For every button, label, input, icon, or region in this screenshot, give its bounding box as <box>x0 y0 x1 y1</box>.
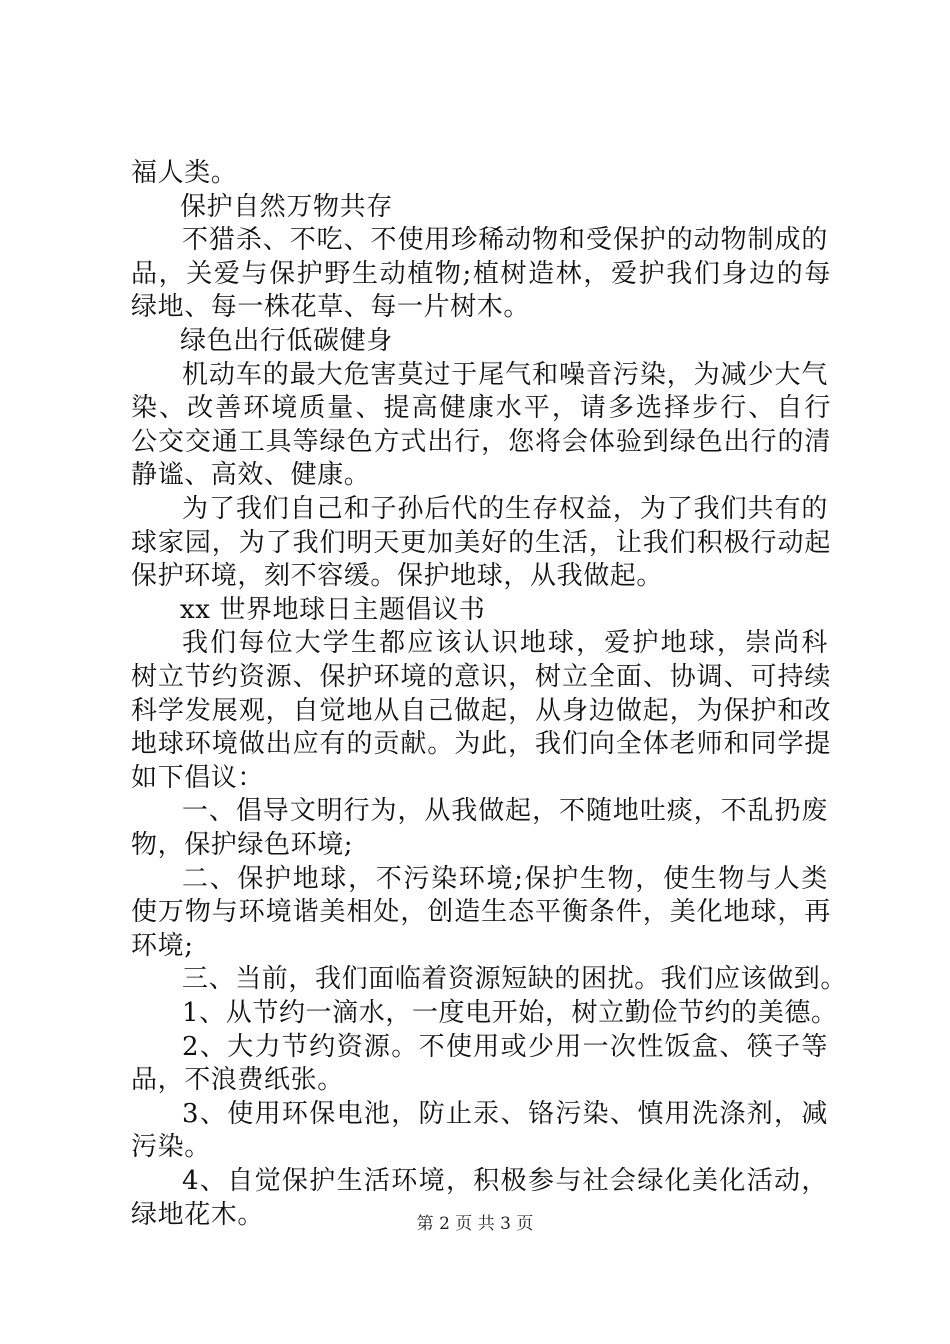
text-line: 二、保护地球，不污染环境;保护生物，使生物与人类 <box>182 863 828 894</box>
text-line: 2、大力节约资源。不使用或少用一次性饭盒、筷子等 <box>182 1031 828 1062</box>
text-line: 静谧、高效、健康。 <box>131 460 371 491</box>
section-heading: 绿色出行低碳健身 <box>180 326 393 356</box>
text-line: 机动车的最大危害莫过于尾气和噪音污染，为减少大气 <box>182 359 828 390</box>
text-line: 为了我们自己和子孙后代的生存权益，为了我们共有的 <box>182 494 828 524</box>
section-heading: 保护自然万物共存 <box>180 191 393 222</box>
text-line: 地球环境做出应有的贡献。为此，我们向全体老师和同学提 <box>131 729 831 760</box>
text-line: 物，保护绿色环境; <box>131 830 354 860</box>
text-line: 如下倡议： <box>131 762 265 793</box>
text-line: 科学发展观，自觉地从自己做起，从身边做起，为保护和改 <box>131 695 831 726</box>
text-line: 三、当前，我们面临着资源短缺的困扰。我们应该做到。 <box>182 964 848 995</box>
section-heading: xx 世界地球日主题倡议书 <box>180 594 486 625</box>
text-line: 环境; <box>131 930 194 961</box>
text-line: 污染。 <box>131 1132 211 1163</box>
text-line: 公交交通工具等绿色方式出行，您将会体验到绿色出行的清 <box>131 426 831 457</box>
page-footer: 第 2 页 共 3 页 <box>416 1214 534 1234</box>
text-line: 绿地花木。 <box>131 1199 265 1230</box>
text-line: 染、改善环境质量、提高健康水平，请多选择步行、自行 <box>131 393 831 424</box>
text-line: 保护环境，刻不容缓。保护地球，从我做起。 <box>131 561 664 592</box>
text-line: 4、自觉保护生活环境，积极参与社会绿化美化活动， <box>182 1166 828 1196</box>
text-line: 树立节约资源、保护环境的意识，树立全面、协调、可持续 <box>131 662 831 692</box>
text-line: 绿地、每一株花草、每一片树木。 <box>131 292 531 323</box>
text-line: 1、从节约一滴水，一度电开始，树立勤俭节约的美德。 <box>182 998 838 1028</box>
text-line: 福人类。 <box>131 158 238 188</box>
text-line: 品，不浪费纸张。 <box>131 1065 344 1096</box>
text-line: 品，关爱与保护野生动植物;植树造林，爱护我们身边的每 <box>131 258 831 289</box>
text-line: 球家园，为了我们明天更加美好的生活，让我们积极行动起 <box>131 527 831 558</box>
text-line: 我们每位大学生都应该认识地球，爱护地球，崇尚科 <box>182 628 828 659</box>
text-line: 不猎杀、不吃、不使用珍稀动物和受保护的动物制成的 <box>182 225 828 256</box>
text-line: 3、使用环保电池，防止汞、铬污染、慎用洗涤剂，减 <box>182 1098 828 1129</box>
text-line: 使万物与环境谐美相处，创造生态平衡条件，美化地球，再 <box>131 897 831 928</box>
text-line: 一、倡导文明行为，从我做起，不随地吐痰，不乱扔废 <box>182 796 828 827</box>
